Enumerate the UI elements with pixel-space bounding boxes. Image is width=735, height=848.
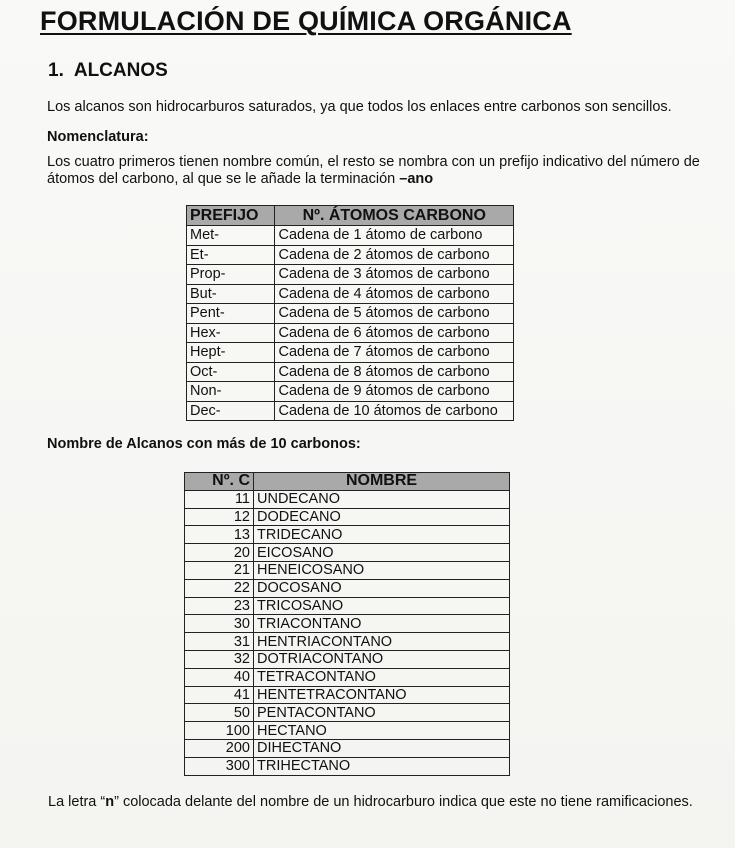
alkane-name-cell: HENEICOSANO [254,561,510,579]
table-row [185,704,510,722]
alkane-name-cell: TRICOSANO [254,597,510,615]
table-row [185,579,510,597]
table-row [185,633,510,651]
alkane-name-cell: PENTACONTANO [254,704,510,722]
alkane-name-cell: DOTRIACONTANO [254,650,510,668]
alkane-table [184,472,510,776]
nomenclatura-paragraph [47,154,717,188]
table-row [187,226,514,246]
carbon-number-cell: 32 [185,650,254,668]
carbon-number-cell: 31 [185,633,254,651]
prefix-header: PREFIJO [187,206,275,226]
section-title: ALCANOS [73,60,168,81]
alkane-name-cell: DOCOSANO [254,579,510,597]
prefix-cell: Et- [187,245,275,265]
table-row [185,650,510,668]
prefix-cell: Dec- [187,401,275,421]
carbon-number-cell: 100 [185,722,254,740]
prefix-cell: Non- [187,382,275,402]
carbon-chain-cell: Cadena de 10 átomos de carbono [275,401,514,421]
table-row [185,722,510,740]
page-title: FORMULACIÓN DE QUÍMICA ORGÁNICA [40,6,572,36]
prefix-table [186,205,514,421]
table-row [185,615,510,633]
carbon-chain-cell: Cadena de 6 átomos de carbono [275,323,514,343]
nomenclatura-heading: Nomenclatura: [47,129,149,145]
table-row [187,401,514,421]
table-row [187,362,514,382]
footnote-letter: n [105,794,115,810]
carbon-chain-cell: Cadena de 4 átomos de carbono [275,284,514,304]
carbon-number-cell: 11 [185,490,254,508]
alkane-name-cell: UNDECANO [254,490,510,508]
carbon-chain-cell: Cadena de 7 átomos de carbono [275,343,514,363]
section-number: 1. [48,60,64,81]
alkane-name-cell: TRIHECTANO [254,757,510,775]
carbon-number-header: Nº. C [185,473,254,491]
carbon-number-cell: 23 [185,597,254,615]
table-row [185,686,510,704]
table-row [185,561,510,579]
carbon-chain-cell: Cadena de 9 átomos de carbono [275,382,514,402]
alkane-name-cell: HENTETRACONTANO [254,686,510,704]
alkanes-heading: Nombre de Alcanos con más de 10 carbonos: [47,436,361,452]
termination-suffix: –ano [399,171,434,187]
footnote-before: La letra “ [48,794,106,810]
prefix-cell: Met- [187,226,275,246]
section-heading [48,60,168,82]
table-row [187,323,514,343]
alkane-name-cell: EICOSANO [254,544,510,562]
carbon-chain-cell: Cadena de 8 átomos de carbono [275,362,514,382]
alkane-name-cell: TRIDECANO [254,526,510,544]
table-row [185,757,510,775]
table-row [187,304,514,324]
table-row [187,382,514,402]
prefix-cell: Oct- [187,362,275,382]
table-row [185,526,510,544]
table-row [187,245,514,265]
table-row [185,544,510,562]
table-row [185,668,510,686]
carbon-count-header: Nº. ÁTOMOS CARBONO [275,206,514,226]
carbon-number-cell: 50 [185,704,254,722]
carbon-chain-cell: Cadena de 2 átomos de carbono [275,245,514,265]
prefix-cell: Hept- [187,343,275,363]
table-row [185,739,510,757]
alkane-name-cell: DIHECTANO [254,739,510,757]
footnote-after: ” colocada delante del nombre de un hidrocarburo indica que este no tiene ramificaciones. [114,794,693,810]
prefix-cell: Hex- [187,323,275,343]
carbon-chain-cell: Cadena de 1 átomo de carbono [275,226,514,246]
table-row [185,597,510,615]
carbon-number-cell: 12 [185,508,254,526]
carbon-number-cell: 22 [185,579,254,597]
footnote [48,794,693,810]
carbon-number-cell: 20 [185,544,254,562]
carbon-number-cell: 200 [185,739,254,757]
prefix-cell: But- [187,284,275,304]
table-row [187,265,514,285]
alkane-name-cell: HENTRIACONTANO [254,633,510,651]
carbon-chain-cell: Cadena de 3 átomos de carbono [275,265,514,285]
prefix-cell: Pent- [187,304,275,324]
nomenclatura-text: Los cuatro primeros tienen nombre común, el resto se nombra con un prefijo indicativo del número de átomos del carbono, al que se le añade la terminación [47,154,700,187]
carbon-number-cell: 13 [185,526,254,544]
table-row [187,284,514,304]
prefix-cell: Prop- [187,265,275,285]
carbon-number-cell: 300 [185,757,254,775]
table-row [185,508,510,526]
alkane-name-cell: HECTANO [254,722,510,740]
carbon-number-cell: 30 [185,615,254,633]
table-row [187,343,514,363]
alkane-name-cell: DODECANO [254,508,510,526]
alkane-name-cell: TRIACONTANO [254,615,510,633]
prefix-table-header-row [187,206,514,226]
carbon-number-cell: 40 [185,668,254,686]
intro-paragraph: Los alcanos son hidrocarburos saturados, ya que todos los enlaces entre carbonos son sencillos. [47,99,672,115]
carbon-chain-cell: Cadena de 5 átomos de carbono [275,304,514,324]
carbon-number-cell: 21 [185,561,254,579]
alkane-table-header-row [185,473,510,491]
name-header: NOMBRE [254,473,510,491]
table-row [185,490,510,508]
alkane-name-cell: TETRACONTANO [254,668,510,686]
carbon-number-cell: 41 [185,686,254,704]
